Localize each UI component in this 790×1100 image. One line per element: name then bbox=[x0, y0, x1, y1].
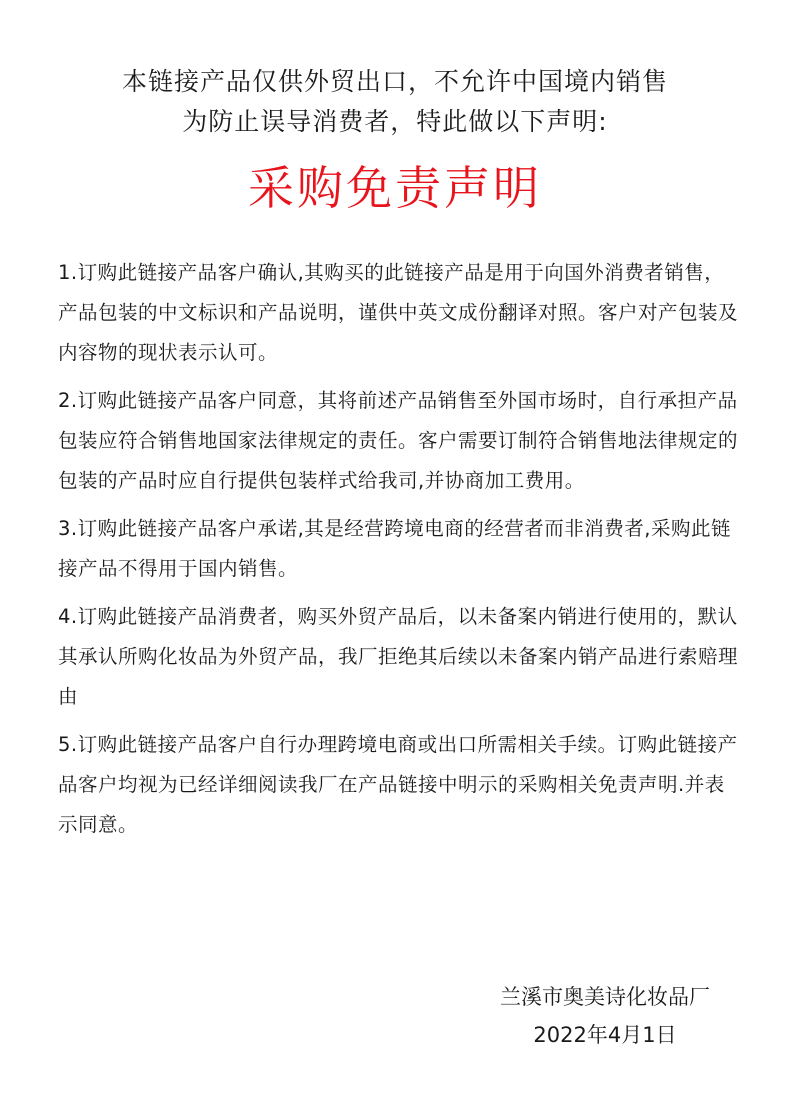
clause-2: 2.订购此链接产品客户同意，其将前述产品销售至外国市场时，自行承担产品包装应符合销售地国家法律规定的责任。客户需要订制符合销售地法律规定的包装的产品时应自行提供包装样式给我司,并协商加工费用。 bbox=[58, 389, 739, 492]
clause-3: 3.订购此链接产品客户承诺,其是经营跨境电商的经营者而非消费者,采购此链接产品不得用于国内销售。 bbox=[58, 517, 732, 580]
clause-1: 1.订购此链接产品客户确认,其购买的此链接产品是用于向国外消费者销售，产品包装的中文标识和产品说明，谨供中英文成份翻译对照。客户对产包装及内容物的现状表示认可。 bbox=[58, 261, 739, 364]
clause-5: 5.订购此链接产品客户自行办理跨境电商或出口所需相关手续。订购此链接产品客户均视为已经详细阅读我厂在产品链接中明示的采购相关免责声明.并表示同意。 bbox=[58, 733, 738, 836]
clause-list bbox=[58, 253, 738, 853]
signature-date: 2022年4月1日 bbox=[533, 1023, 677, 1047]
page-title: 采购免责声明 bbox=[248, 161, 542, 215]
notice-header bbox=[0, 62, 790, 142]
notice-line-2: 为防止误导消费者，特此做以下声明: bbox=[182, 107, 608, 136]
clause-4: 4.订购此链接产品消费者，购买外贸产品后，以未备案内销进行使用的，默认其承认所购化妆品为外贸产品，我厂拒绝其后续以未备案内销产品进行索赔理由 bbox=[58, 605, 739, 708]
signature-block bbox=[470, 978, 740, 1054]
notice-line-1: 本链接产品仅供外贸出口，不允许中国境内销售 bbox=[121, 67, 668, 96]
company-name: 兰溪市奥美诗化妆品厂 bbox=[500, 985, 710, 1009]
